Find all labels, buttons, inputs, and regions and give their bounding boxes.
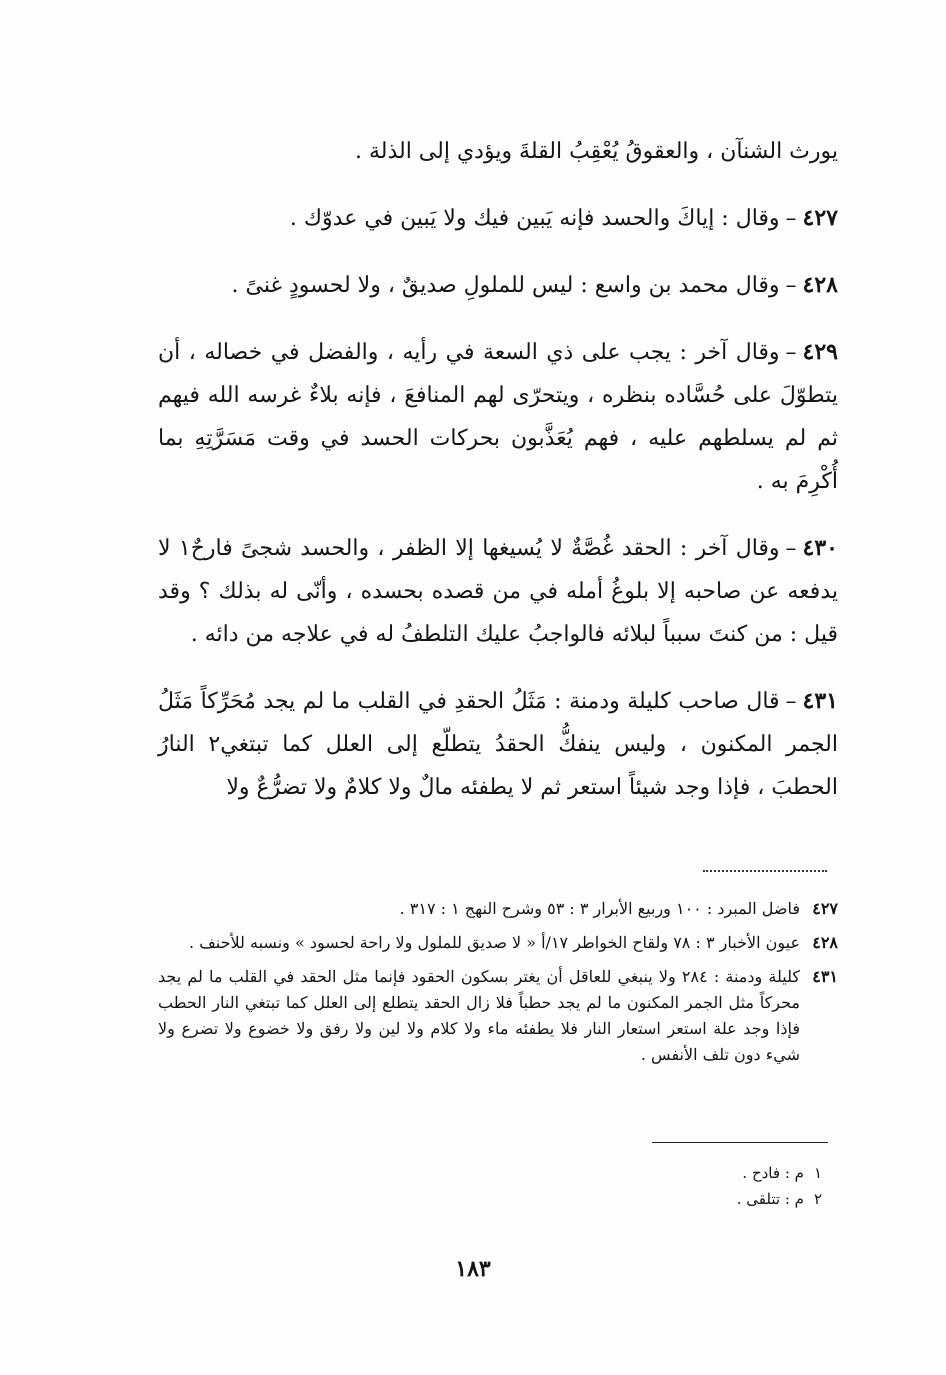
note-text: م : تتلقى . (736, 1190, 804, 1208)
footnote-text: فاضل المبرد : ١٠٠ وربيع الأبرار ٣ : ٥٣ وشرح النهج ١ : ٣١٧ . (399, 899, 800, 918)
dotted-separator (703, 870, 827, 872)
entry-429 (158, 331, 838, 503)
entry-text: وقال آخر : يجب على ذي السعة في رأيه ، والفضل في خصاله ، أن يتطوّلَ على حُسَّاده بنظره ، ويتحرّى لهم المنافعَ ، فإنه بلاءٌ غرسه الله فيهم ثم لم يسلطهم عليه ، فهم يُعَذَّبون بحركات الحسد في وقت مَسَرَّتِهِ بما أُكْرِمَ به . (158, 340, 838, 494)
entry-dash: – (785, 273, 797, 298)
entry-431 (158, 680, 838, 809)
entry-430 (158, 527, 838, 656)
footnote-number: ٤٢٧ (812, 899, 838, 918)
notes-rule (652, 1142, 828, 1143)
entry-428 (158, 264, 838, 307)
entry-number: ٤٣١ (802, 688, 838, 714)
entry-text: وقال آخر : الحقد غُصَّةٌ لا يُسيغها إلا الظفر ، والحسد شجىً فارحٌ١ لا يدفعه عن صاحبه إلا بلوغُ أمله في من قصده بحسده ، وأنّى له بذلك ؟ وقد قيل : من كنتَ سبباً لبلائه فالواجبُ عليك التلطفُ له في علاجه من دائه . (158, 536, 838, 647)
footnote-number: ٤٢٨ (812, 933, 838, 952)
entry-dash: – (785, 340, 797, 365)
entry-dash: – (785, 206, 797, 231)
entry-dash: – (785, 536, 797, 561)
variant-note (600, 1160, 822, 1186)
page-number: ١٨٣ (455, 1256, 491, 1282)
variant-note (600, 1186, 822, 1212)
variant-notes (600, 1160, 822, 1212)
entry-text: وقال : إياكَ والحسد فإنه يَبين فيك ولا يَبين في عدوّك . (289, 206, 780, 231)
entry-text: وقال محمد بن واسع : ليس للملولِ صديقٌ ، ولا لحسودٍ غنىً . (231, 273, 780, 298)
note-text: م : فادح . (742, 1164, 804, 1182)
note-number: ١ (813, 1164, 822, 1182)
entry-number: ٤٢٨ (802, 272, 838, 298)
entry-text: قال صاحب كليلة ودمنة : مَثَلُ الحقدِ في القلب ما لم يجد مُحَرِّكاً مَثَلُ الجمر المكنون ، وليس ينفكُّ الحقدُ يتطلّع إلى العلل كما تبتغي٢ النارُ الحطبَ ، فإذا وجد شيئاً استعر ثم لا يطفئه مالٌ ولا كلامٌ ولا تضرُّعٌ ولا (158, 689, 838, 800)
main-text (158, 130, 838, 833)
footnote-number: ٤٣١ (812, 967, 838, 986)
intro-paragraph: يورث الشنآن ، والعقوقُ يُعْقِبُ القلةَ ويؤدي إلى الذلة . (354, 139, 838, 164)
footnote-427 (158, 896, 838, 922)
entry-427 (158, 197, 838, 240)
entry-number: ٤٢٩ (802, 339, 838, 365)
footnote-428 (158, 930, 838, 956)
source-footnotes (158, 896, 838, 1076)
footnote-text: عيون الأخبار ٣ : ٧٨ ولقاح الخواطر ١٧/أ « لا صديق للملول ولا راحة لحسود » ونسبه للأحنف . (189, 933, 800, 952)
footnote-431 (158, 964, 838, 1068)
entry-number: ٤٢٧ (802, 205, 838, 231)
note-number: ٢ (813, 1190, 822, 1208)
entry-dash: – (785, 689, 797, 714)
entry-number: ٤٣٠ (802, 535, 838, 561)
footnote-text: كليلة ودمنة : ٢٨٤ ولا ينبغي للعاقل أن يغتر بسكون الحقود فإنما مثل الحقد في القلب ما لم يجد محركاً مثل الجمر المكنون ما لم يجد حطباً فلا زال الحقد يتطلع إلى العلل كما تبتغي النار الحطب فإذا وجد علة استعر استعار النار فلا يطفئه ماء ولا كلام ولا لين ولا رفق ولا خضوع ولا تضرع ولا شيء دون تلف الأنفس . (158, 967, 801, 1064)
